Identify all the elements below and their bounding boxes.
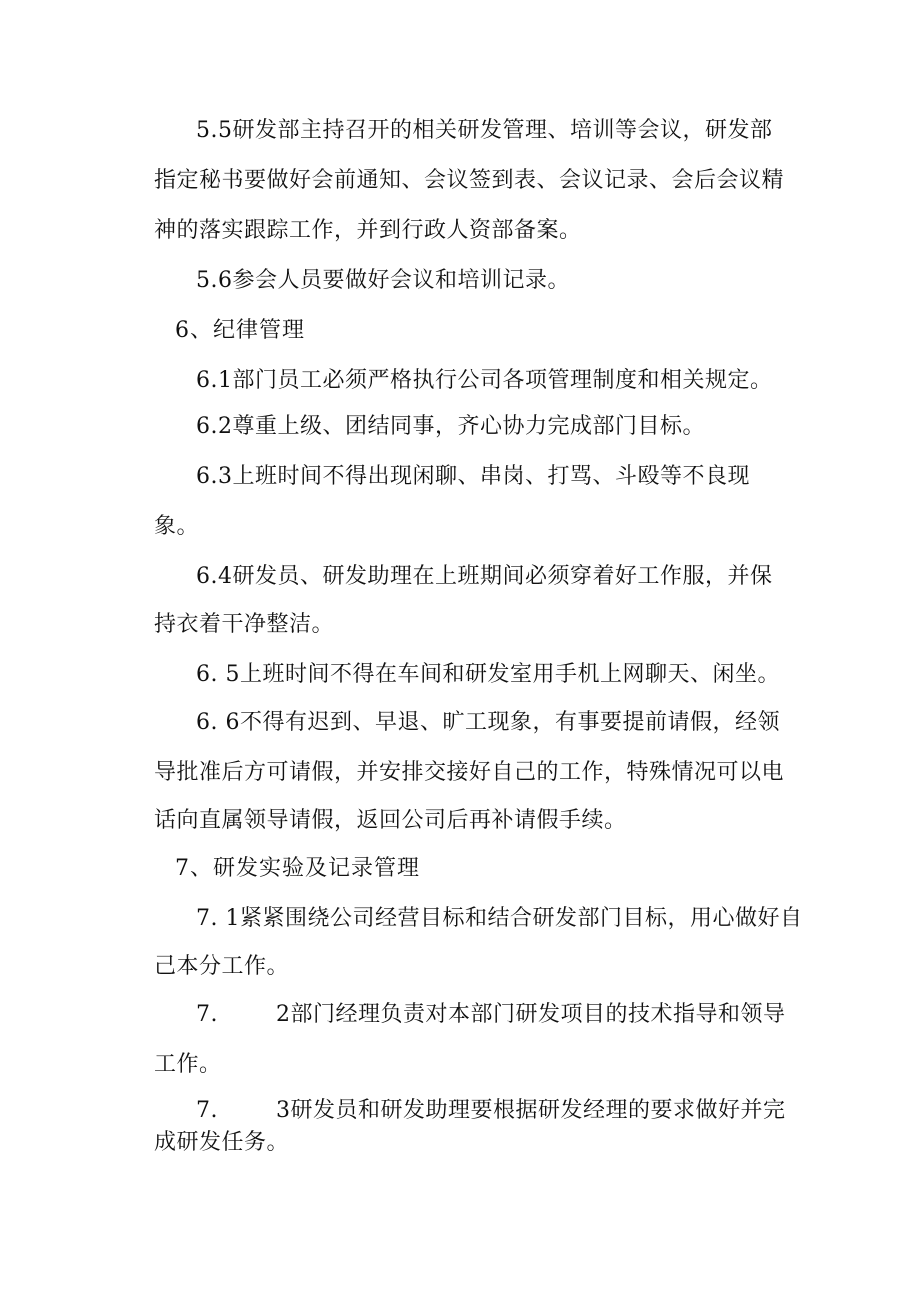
paragraph-7-3-line-2: 成研发任务。	[154, 1130, 290, 1155]
paragraph-7-3-text: 3研发员和研发助理要根据研发经理的要求做好并完	[276, 1098, 786, 1123]
paragraph-6-6-line-3: 话向直属领导请假，返回公司后再补请假手续。	[154, 808, 627, 833]
paragraph-6-2: 6.2尊重上级、团结同事，齐心协力完成部门目标。	[196, 414, 705, 439]
paragraph-5-6: 5.6参会人员要做好会议和培训记录。	[196, 268, 570, 293]
paragraph-7-2-line-1	[196, 1000, 786, 1030]
paragraph-7-2-text: 2部门经理负责对本部门研发项目的技术指导和领导	[276, 1002, 786, 1027]
paragraph-7-2-number: 7.	[196, 1002, 218, 1027]
section-heading-7: 7、研发实验及记录管理	[175, 856, 420, 881]
paragraph-7-2-line-2: 工作。	[154, 1052, 222, 1077]
paragraph-6-5: 6. 5上班时间不得在车间和研发室用手机上网聊天、闲坐。	[196, 662, 780, 687]
paragraph-6-4-line-1: 6.4研发员、研发助理在上班期间必须穿着好工作服，并保	[196, 564, 773, 589]
paragraph-7-1-line-1: 7. 1紧紧围绕公司经营目标和结合研发部门目标，用心做好自	[196, 906, 803, 931]
paragraph-6-6-line-1: 6. 6不得有迟到、早退、旷工现象，有事要提前请假，经领	[196, 710, 780, 735]
section-heading-6: 6、纪律管理	[175, 318, 305, 343]
paragraph-6-1: 6.1部门员工必须严格执行公司各项管理制度和相关规定。	[196, 368, 773, 393]
paragraph-6-4-line-2: 持衣着干净整洁。	[154, 612, 335, 637]
paragraph-5-5-line-2: 指定秘书要做好会前通知、会议签到表、会议记录、会后会议精	[154, 168, 785, 193]
paragraph-5-5-line-1: 5.5研发部主持召开的相关研发管理、培训等会议，研发部	[196, 118, 773, 143]
paragraph-6-6-line-2: 导批准后方可请假，并安排交接好自己的工作，特殊情况可以电	[154, 760, 785, 785]
paragraph-7-3-line-1	[196, 1096, 786, 1126]
paragraph-6-3-line-2: 象。	[154, 514, 200, 539]
paragraph-7-3-number: 7.	[196, 1098, 218, 1123]
paragraph-6-3-line-1: 6.3上班时间不得出现闲聊、串岗、打骂、斗殴等不良现	[196, 464, 750, 489]
paragraph-7-1-line-2: 己本分工作。	[154, 954, 290, 979]
paragraph-5-5-line-3: 神的落实跟踪工作，并到行政人资部备案。	[154, 218, 582, 243]
